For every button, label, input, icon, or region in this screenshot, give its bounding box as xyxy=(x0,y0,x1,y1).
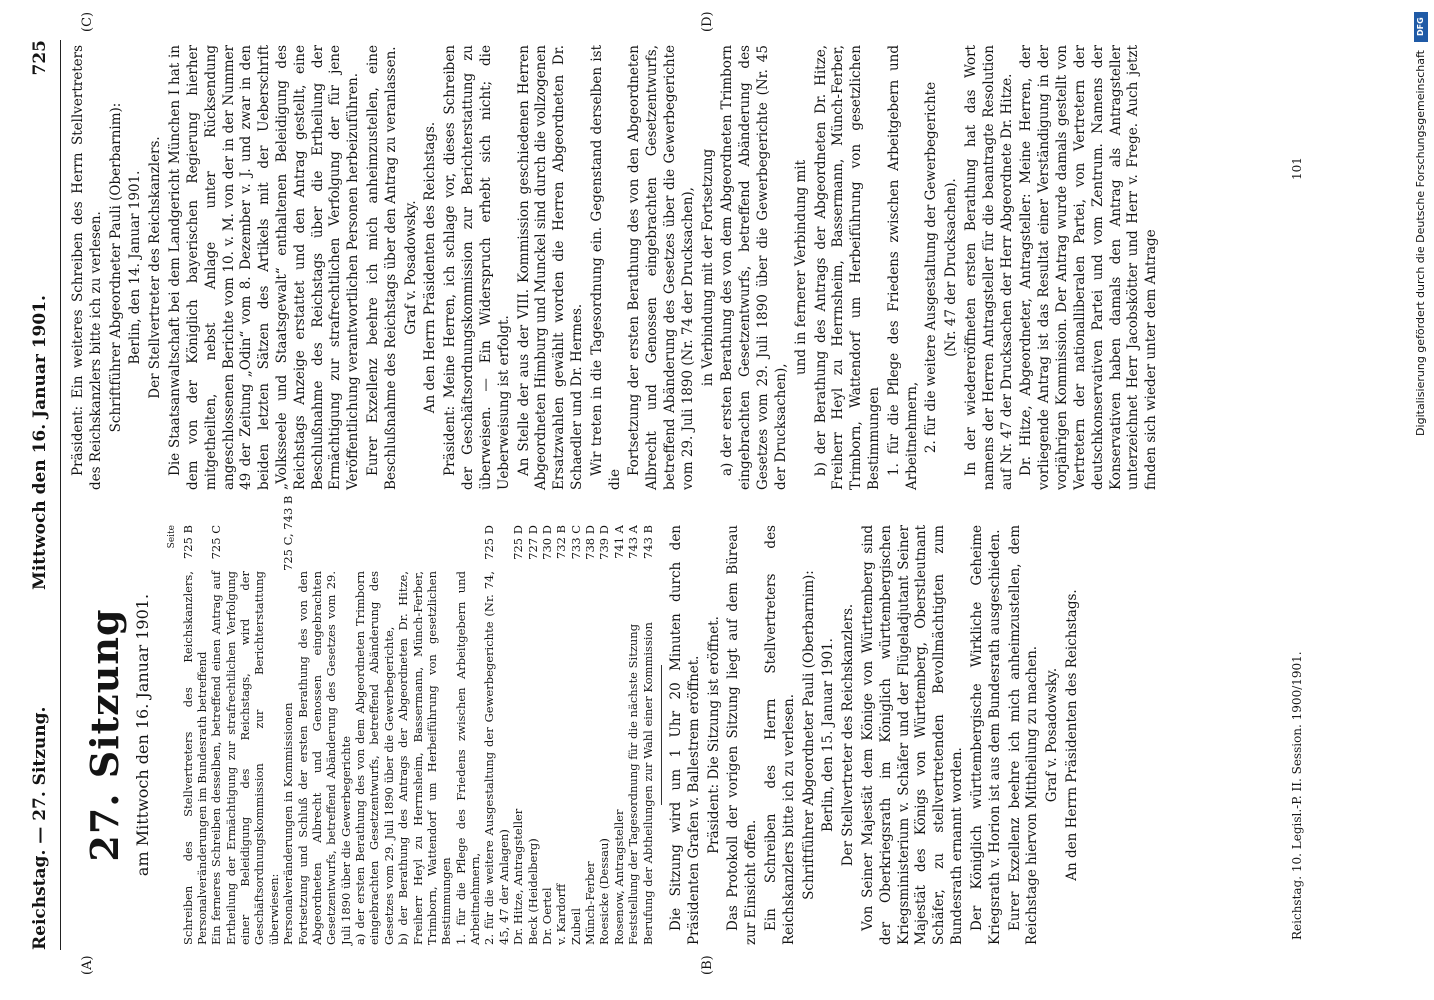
toc-entry-page: 743 B xyxy=(640,525,655,560)
header-left: Reichstag. — 27. Sitzung. xyxy=(30,706,50,950)
toc-row xyxy=(296,525,354,945)
toc-entry-page: 733 C xyxy=(568,525,583,560)
toc-row xyxy=(597,525,611,945)
paragraph: Fortsetzung der ersten Berathung des von den Abgeordneten Albrecht und Genossen eingebrachten Gesetzentwurfs, betreffend Abänderung des Gesetzes über die Gewerbegerichte vom 29. Juli 1890 (Nr. 74 der Drucksachen), xyxy=(626,45,696,490)
margin-letter-d: (D) xyxy=(700,11,715,32)
toc-row xyxy=(353,525,396,945)
paragraph: Berlin, den 14. Januar 1901. xyxy=(127,170,144,365)
paragraph: Der Königlich württembergische Wirkliche Geheime Kriegsrath v. Horion ist aus dem Bundesrath ausgeschieden. xyxy=(968,525,1003,945)
toc-entry-page: 725 C xyxy=(209,525,224,560)
paragraph: Der Stellvertreter des Reichskanzlers. xyxy=(840,603,857,867)
paragraph: In der wiedereröffneten ersten Berathung hat das Wort namens der Herren Antragsteller für die beantragte Resolution auf Nr. 47 der Drucksachen der Herr Abgeordnete Dr. Hitze. xyxy=(963,45,1015,490)
toc-entry-page xyxy=(296,525,354,571)
paragraph: An Stelle der aus der VIII. Kommission geschiedenen Herren Abgeordneten Himburg und Munckel sind durch die vollzogenen Ersatzwahlen gewählt worden die Herren Abgeordneten Dr. Schaedler und Dr. Hermes. xyxy=(515,45,585,490)
toc-entry-page: 725 D xyxy=(482,525,497,560)
paragraph: Die Sitzung wird um 1 Uhr 20 Minuten durch den Präsidenten Grafen v. Ballestrem eröffnet. xyxy=(667,525,702,945)
paragraph: Das Protokoll der vorigen Sitzung liegt auf dem Büreau zur Einsicht offen. xyxy=(725,525,760,945)
toc-entry-text: b) der Berathung des Antrags der Abgeordneten Dr. Hitze, Freiherr Heyl zu Herrnsheim, Bassermann, Münch-Ferber, Trimborn, Wattendorf um Herbeiführung von gesetzlichen Bestimmungen xyxy=(396,571,454,945)
toc-row xyxy=(626,525,640,945)
paragraph: Schriftführer Abgeordneter Pauli (Oberbarnim): xyxy=(107,102,124,433)
page-footer: Reichstag. 10. Legisl.-P. II. Session. 1900/1901. xyxy=(1290,651,1304,940)
toc-entry-text: Rosenow, Antragsteller xyxy=(611,809,626,945)
seite-label: Seite xyxy=(167,525,178,549)
session-subtitle: am Mittwoch den 16. Januar 1901. xyxy=(133,593,153,877)
divider xyxy=(661,665,662,805)
toc-row xyxy=(511,525,525,945)
header-date: Mittwoch den 16. Januar 1901. xyxy=(30,295,50,590)
toc-entry-page xyxy=(353,525,396,571)
toc-entry-text: a) der ersten Berathung des von dem Abgeordneten Trimborn eingebrachten Gesetzentwurfs, betreffend Abänderung des Gesetzes vom 29. Juli 1890 über die Gewerbegerichte, xyxy=(353,571,396,945)
dfg-side-strip xyxy=(1412,6,1432,996)
toc-row xyxy=(554,525,568,945)
paragraph: a) der ersten Berathung des von dem Abgeordneten Trimborn eingebrachten Gesetzentwurfs, betreffend Abänderung des Gesetzes vom 29. Juli 1890 über die Gewerbegerichte (Nr. 45 der Drucksachen), xyxy=(719,45,789,490)
paragraph: Dr. Hitze, Abgeordneter, Antragsteller: Meine Herren, der vorliegende Antrag ist das Resultat einer Verständigung in der vorjährigen Kommission. Der Antrag wurde damals gestellt von Vertretern der nationalliberalen Partei, von Vertretern der deutschkonservativen Partei und vom Zentrum. Namens der Konservativen haben damals den Antrag als Antragsteller unterzeichnet Herr Jacobskötter und Herr v. Frege. Auch jetzt finden sich wieder unter dem Antrage xyxy=(1018,45,1160,490)
right-column xyxy=(70,45,1285,490)
toc-entry-page xyxy=(454,525,483,571)
table-of-contents xyxy=(167,495,655,945)
toc-entry-text: Feststellung der Tagesordnung für die nächste Sitzung xyxy=(626,623,641,945)
toc-row xyxy=(583,525,597,945)
toc-row xyxy=(612,525,626,945)
dfg-credit: Digitalisierung gefördert durch die Deutsche Forschungsgemeinschaft xyxy=(1414,50,1427,436)
toc-entry-text: Roesicke (Dessau) xyxy=(597,838,612,945)
session-title: 27. Sitzung xyxy=(82,608,127,862)
toc-entry-text: v. Kardorff xyxy=(554,883,569,945)
toc-row xyxy=(482,525,511,945)
toc-entry-text: Münch-Ferber xyxy=(583,861,598,945)
toc-row xyxy=(526,525,540,945)
toc-entry-page: 743 A xyxy=(626,525,641,559)
toc-row xyxy=(641,525,655,945)
paragraph: Präsident: Ein weiteres Schreiben des Herrn Stellvertreters des Reichskanzlers bitte ich zu verlesen. xyxy=(70,45,104,490)
dfg-logo: DFG xyxy=(1414,12,1428,42)
toc-entry-page: 725 D xyxy=(511,525,526,560)
paragraph: Schriftführer Abgeordneter Pauli (Oberbarnim): xyxy=(800,570,817,900)
toc-row xyxy=(569,525,583,945)
paragraph: Graf v. Posadowsky. xyxy=(1044,667,1061,803)
toc-row xyxy=(540,525,554,945)
toc-entry-page: 727 D xyxy=(525,525,540,560)
paragraph: b) der Berathung des Antrags der Abgeordneten Dr. Hitze, Freiherr Heyl zu Herrnsheim, Bassermann, Münch-Ferber, Trimborn, Wattendorf um Herbeiführung von gesetzlichen Bestimmungen xyxy=(812,45,882,490)
margin-letter-b: (B) xyxy=(700,955,715,975)
toc-row xyxy=(209,525,281,945)
paragraph: Ein Schreiben des Herrn Stellvertreters des Reichskanzlers bitte ich zu verlesen. xyxy=(762,525,797,945)
toc-entry-text: Dr. Hitze, Antragsteller xyxy=(511,808,526,945)
paragraph: 2. für die weitere Ausgestaltung der Gewerbegerichte xyxy=(923,81,940,454)
margin-letter-a: (A) xyxy=(80,955,95,975)
toc-entry-text: 2. für die weitere Ausgestaltung der Gewerbegerichte (Nr. 74, 45, 47 der Anlagen) xyxy=(482,571,511,945)
page-header xyxy=(30,40,60,950)
left-column xyxy=(70,495,1285,945)
paragraph: An den Herrn Präsidenten des Reichstags. xyxy=(1063,589,1080,881)
margin-letter-c: (C) xyxy=(80,11,95,32)
paragraph: und in fernerer Verbindung mit xyxy=(792,159,809,376)
paragraph: Der Stellvertreter des Reichskanzlers. xyxy=(147,136,164,399)
toc-entry-page: 730 D xyxy=(539,525,554,560)
toc-row xyxy=(181,525,210,945)
paragraph: Wir treten in die Tagesordnung ein. Gegenstand derselben ist die xyxy=(588,45,623,490)
toc-entry-text: Ein ferneres Schreiben desselben, betreffend einen Antrag auf Ertheilung der Ermächtigung zur strafrechtlichen Verfolgung einer Beleidigung des Reichstags, wird der Geschäftsordnungskommission zur Berichterstattung überwiesen: xyxy=(209,571,281,945)
header-rule xyxy=(60,40,61,950)
toc-entry-page: 732 B xyxy=(554,525,569,560)
toc-row xyxy=(454,525,483,945)
toc-entry-page: 741 A xyxy=(611,525,626,559)
paragraph: Eurer Exzellenz beehre ich mich anheimzustellen, dem Reichstage hiervon Mittheilung zu machen. xyxy=(1006,525,1041,945)
paragraph: (Nr. 47 der Drucksachen). xyxy=(943,178,960,357)
paragraph: Eurer Exzellenz beehre ich mich anheimzustellen, eine Beschlußnahme des Reichstags über den Antrag zu veranlassen. xyxy=(365,45,399,490)
paragraph: Graf v. Posadowsky. xyxy=(402,200,419,335)
paragraph: Von Seiner Majestät dem Könige von Württemberg sind der Oberkriegsrath im Königlich württembergischen Kriegsministerium v. Schäfer und der Flügeladjutant Seiner Majestät des Königs von Württemberg, Oberstleutnant Schäfer, zu stellvertretenden Bevollmächtigten zum Bundesrath ernannt worden. xyxy=(860,525,966,945)
paragraph: Die Staatsanwaltschaft bei dem Landgericht München I hat in dem von der Königlich bayerischen Regierung hierher mitgetheilten, nebst Anlage unter Rücksendung angeschlossenen Berichte vom 10. v. M. von der in der Nummer 49 der Zeitung „Odin“ vom 8. Dezember v. J. und zwar in den beiden letzten Sätzen des Artikels mit der Ueberschrift „Volksseele und Staatsgewalt“ enthaltenen Beleidigung des Reichstags Anzeige erstattet und den Antrag gestellt, eine Beschlußnahme des Reichstags über die Ertheilung der Ermächtigung zur strafrechtlichen Verfolgung der für jene Veröffentlichung verantwortlichen Personen herbeizuführen. xyxy=(167,45,362,490)
toc-entry-text: 1. für die Pflege des Friedens zwischen Arbeitgebern und Arbeitnehmern, xyxy=(453,571,483,945)
toc-row xyxy=(396,525,454,945)
toc-row xyxy=(281,495,296,945)
toc-entry-page: 725 B xyxy=(180,525,195,560)
paragraph: Berlin, den 15. Januar 1901. xyxy=(820,638,837,832)
sheet-number: 101 xyxy=(1290,157,1304,180)
toc-entry-text: Zubeil xyxy=(568,908,583,945)
paragraph: Präsident: Die Sitzung ist eröffnet. xyxy=(705,616,722,854)
toc-entry-page: 739 D xyxy=(597,525,612,560)
paragraph: Präsident: Meine Herren, ich schlage vor, dieses Schreiben der Geschäftsordnungskommission zur Berichterstattung zu überweisen. — Ein Widerspruch erhebt sich nicht; die Ueberweisung ist erfolgt. xyxy=(442,45,512,490)
toc-entry-text: Fortsetzung und Schluß der ersten Berathung des von den Abgeordneten Albrecht und Genossen eingebrachten Gesetzentwurfs, betreffend Abänderung des Gesetzes vom 29. Juli 1890 über die Gewerbegerichte xyxy=(295,571,353,945)
toc-entry-page: 738 D xyxy=(583,525,598,560)
paragraph: in Verbindung mit der Fortsetzung xyxy=(699,148,716,387)
toc-entry-text: Schreiben des Stellvertreters des Reichskanzlers, Personalveränderungen im Bundesrath betreffend xyxy=(180,571,209,945)
toc-entry-page xyxy=(396,525,454,571)
toc-entry-text: Personalveränderungen in Kommissionen xyxy=(281,702,296,945)
right-body xyxy=(70,45,1161,490)
toc-entry-text: Beck (Heidelberg) xyxy=(525,838,540,945)
paragraph: 1. für die Pflege des Friedens zwischen Arbeitgebern und Arbeitnehmern, xyxy=(885,45,920,490)
paragraph: An den Herrn Präsidenten des Reichstags. xyxy=(422,121,439,414)
toc-entry-text: Dr. Oertel xyxy=(539,887,554,945)
left-body xyxy=(668,525,1082,945)
header-page-number: 725 xyxy=(30,40,50,76)
toc-entry-text: Berufung der Abtheilungen zur Wahl einer Kommission xyxy=(640,622,655,945)
toc-entry-page: 725 C, 743 B xyxy=(281,495,296,571)
